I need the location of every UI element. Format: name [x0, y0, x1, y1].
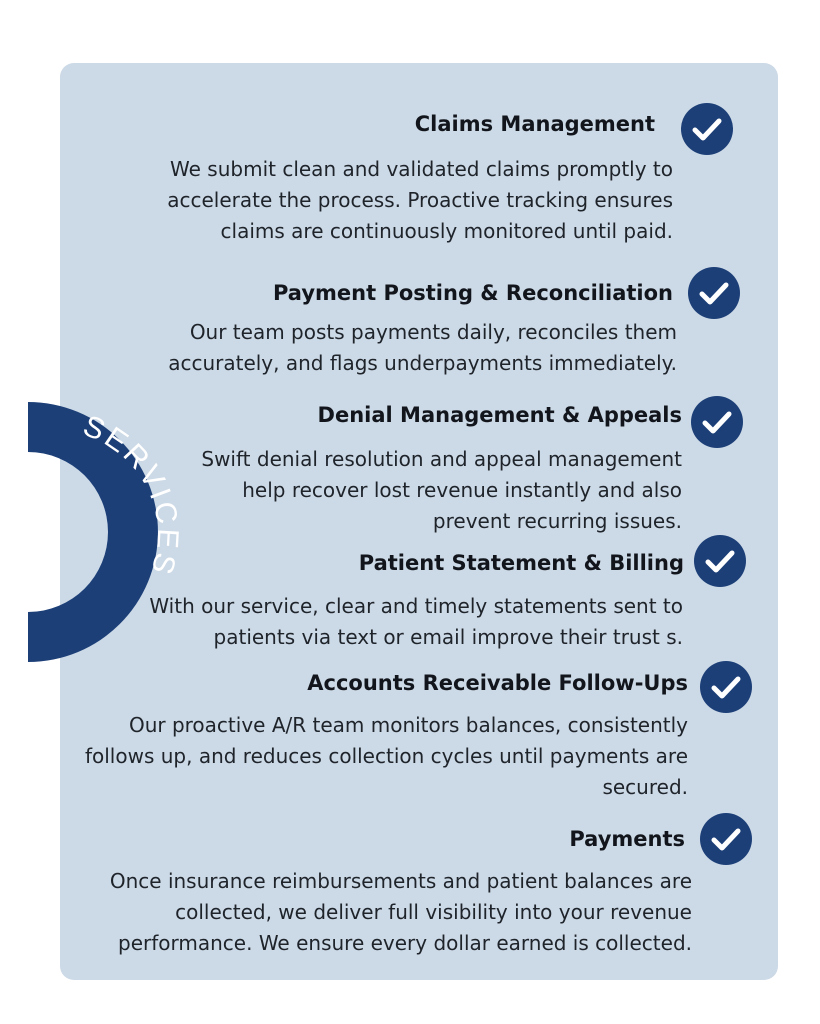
- description-line: Swift denial resolution and appeal management: [201, 447, 682, 471]
- service-title-payment-posting: Payment Posting & Reconciliation: [272, 281, 673, 305]
- services-badge-label: SERVI S: [78, 409, 180, 581]
- description-line: collected, we deliver full visibility into your revenue: [175, 900, 692, 924]
- check-circle-icon: [700, 661, 752, 713]
- description-line: Our proactive A/R team monitors balances, consistently: [128, 713, 688, 737]
- check-circle-icon: [681, 103, 733, 155]
- description-line: follows up, and reduces collection cycles until payments are: [84, 744, 688, 768]
- service-description: [113, 154, 673, 247]
- check-circle-icon: [700, 813, 752, 865]
- check-circle-icon: [694, 535, 746, 587]
- description-line: claims are continuously monitored until paid.: [220, 219, 673, 243]
- description-line: help recover lost revenue instantly and also: [242, 478, 682, 502]
- description-line: secured.: [602, 775, 688, 799]
- service-description: [63, 591, 683, 653]
- check-circle-icon: [688, 267, 740, 319]
- service-title-patient-statement: Patient Statement & Billing: [358, 551, 684, 575]
- service-title-denial-management: Denial Management & Appeals: [317, 403, 682, 427]
- description-line: We submit clean and validated claims promptly to: [170, 157, 673, 181]
- service-description: [122, 444, 682, 537]
- service-title-payments: Payments: [569, 827, 685, 851]
- service-description: [48, 710, 688, 803]
- service-title-accounts-receivable: Accounts Receivable Follow-Ups: [307, 671, 688, 695]
- description-line: Once insurance reimbursements and patient balances are: [109, 869, 692, 893]
- check-circle-icon: [691, 396, 743, 448]
- service-description: [72, 866, 692, 959]
- service-title-claims-management: Claims Management: [414, 112, 655, 136]
- description-line: patients via text or email improve their trust s.: [213, 625, 683, 649]
- description-line: performance. We ensure every dollar earned is collected.: [118, 931, 692, 955]
- description-line: accelerate the process. Proactive tracking ensures: [167, 188, 673, 212]
- description-line: prevent recurring issues.: [432, 509, 682, 533]
- description-line: Our team posts payments daily, reconciles them: [189, 320, 677, 344]
- service-description: [117, 317, 677, 379]
- description-line: accurately, and flags underpayments immediately.: [168, 351, 677, 375]
- description-line: With our service, clear and timely statements sent to: [149, 594, 683, 618]
